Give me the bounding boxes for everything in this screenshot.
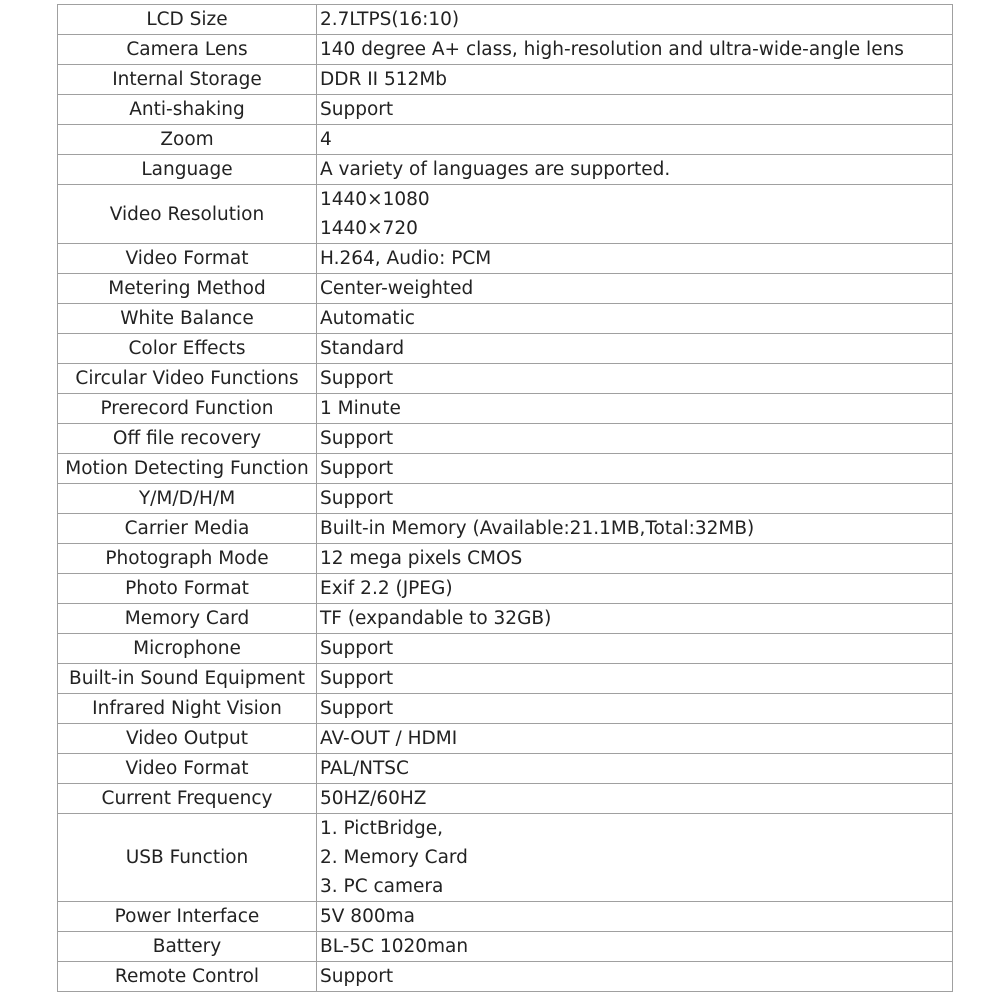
- spec-value-line: Support: [320, 99, 394, 120]
- spec-label: Off file recovery: [58, 424, 317, 454]
- spec-value: [317, 125, 952, 155]
- spec-label: Infrared Night Vision: [58, 694, 317, 724]
- spec-value: [317, 754, 952, 784]
- spec-value-line: 1440×720: [320, 218, 418, 239]
- spec-value-line: H.264, Audio: PCM: [320, 248, 492, 269]
- spec-label: USB Function: [58, 814, 317, 902]
- spec-value-line: BL-5C 1020man: [320, 936, 469, 957]
- spec-label: Video Output: [58, 724, 317, 754]
- spec-row: [58, 5, 952, 35]
- spec-label: Video Format: [58, 754, 317, 784]
- spec-row: [58, 932, 952, 962]
- spec-row: [58, 35, 952, 65]
- spec-label: Metering Method: [58, 274, 317, 304]
- spec-value: [317, 5, 952, 35]
- spec-row: [58, 484, 952, 514]
- spec-value-line: Built-in Memory (Available:21.1MB,Total:32MB): [320, 518, 755, 539]
- spec-label: Internal Storage: [58, 65, 317, 95]
- spec-row: [58, 754, 952, 784]
- spec-value: [317, 604, 952, 634]
- spec-row: [58, 304, 952, 334]
- spec-value-line: Support: [320, 638, 394, 659]
- spec-value-line: Support: [320, 458, 394, 479]
- spec-label: Video Resolution: [58, 185, 317, 244]
- spec-value-line: 2. Memory Card: [320, 847, 468, 868]
- spec-row: [58, 454, 952, 484]
- spec-label: White Balance: [58, 304, 317, 334]
- spec-label: Carrier Media: [58, 514, 317, 544]
- spec-label: Y/M/D/H/M: [58, 484, 317, 514]
- spec-label: Motion Detecting Function: [58, 454, 317, 484]
- spec-value: [317, 155, 952, 185]
- spec-value: [317, 35, 952, 65]
- spec-row: [58, 424, 952, 454]
- spec-label: Video Format: [58, 244, 317, 274]
- spec-label: Memory Card: [58, 604, 317, 634]
- spec-label: Color Effects: [58, 334, 317, 364]
- spec-value: [317, 364, 952, 394]
- spec-row: [58, 65, 952, 95]
- spec-row: [58, 604, 952, 634]
- spec-value: [317, 274, 952, 304]
- spec-row: [58, 962, 952, 991]
- spec-table-body: [58, 5, 952, 991]
- spec-row: [58, 274, 952, 304]
- spec-value-line: 1. PictBridge,: [320, 818, 444, 839]
- spec-row: [58, 185, 952, 244]
- spec-value: [317, 334, 952, 364]
- spec-row: [58, 724, 952, 754]
- spec-value: [317, 454, 952, 484]
- spec-row: [58, 155, 952, 185]
- spec-row: [58, 244, 952, 274]
- spec-label: Battery: [58, 932, 317, 962]
- spec-value-line: 1440×1080: [320, 189, 430, 210]
- spec-row: [58, 334, 952, 364]
- spec-row: [58, 125, 952, 155]
- spec-value-line: Exif 2.2 (JPEG): [320, 578, 453, 599]
- spec-row: [58, 694, 952, 724]
- spec-label: Anti-shaking: [58, 95, 317, 125]
- spec-value-line: Standard: [320, 338, 405, 359]
- spec-row: [58, 814, 952, 902]
- spec-row: [58, 514, 952, 544]
- spec-value: [317, 694, 952, 724]
- spec-label: Current Frequency: [58, 784, 317, 814]
- spec-label: Microphone: [58, 634, 317, 664]
- spec-value: [317, 962, 952, 991]
- spec-value: [317, 664, 952, 694]
- spec-value: [317, 634, 952, 664]
- spec-table: [57, 4, 953, 992]
- spec-label: Prerecord Function: [58, 394, 317, 424]
- spec-row: [58, 574, 952, 604]
- spec-value-line: 5V 800ma: [320, 906, 415, 927]
- spec-row: [58, 544, 952, 574]
- spec-value-line: TF (expandable to 32GB): [320, 608, 552, 629]
- spec-row: [58, 394, 952, 424]
- spec-label: Zoom: [58, 125, 317, 155]
- spec-value-line: Support: [320, 368, 394, 389]
- spec-value-line: 4: [320, 129, 332, 150]
- spec-label: Camera Lens: [58, 35, 317, 65]
- spec-value: [317, 394, 952, 424]
- spec-row: [58, 902, 952, 932]
- spec-value: [317, 185, 952, 244]
- spec-value: [317, 784, 952, 814]
- spec-value: [317, 304, 952, 334]
- spec-value-line: Center-weighted: [320, 278, 474, 299]
- spec-label: Power Interface: [58, 902, 317, 932]
- spec-value-line: DDR II 512Mb: [320, 69, 448, 90]
- spec-label: Language: [58, 155, 317, 185]
- spec-label: Photograph Mode: [58, 544, 317, 574]
- spec-label: Circular Video Functions: [58, 364, 317, 394]
- spec-value: [317, 424, 952, 454]
- spec-label: Built-in Sound Equipment: [58, 664, 317, 694]
- spec-value-line: A variety of languages are supported.: [320, 159, 671, 180]
- spec-value: [317, 514, 952, 544]
- spec-value-line: 3. PC camera: [320, 876, 444, 897]
- spec-value: [317, 814, 952, 902]
- spec-value-line: 12 mega pixels CMOS: [320, 548, 523, 569]
- spec-label: LCD Size: [58, 5, 317, 35]
- spec-label: Remote Control: [58, 962, 317, 991]
- spec-row: [58, 364, 952, 394]
- spec-value: [317, 574, 952, 604]
- spec-value-line: Automatic: [320, 308, 415, 329]
- spec-value-line: AV-OUT / HDMI: [320, 728, 458, 749]
- spec-value-line: PAL/NTSC: [320, 758, 409, 779]
- spec-value-line: Support: [320, 698, 394, 719]
- spec-value-line: Support: [320, 428, 394, 449]
- spec-value-line: Support: [320, 668, 394, 689]
- spec-value: [317, 95, 952, 125]
- spec-value-line: 1 Minute: [320, 398, 401, 419]
- spec-value: [317, 484, 952, 514]
- spec-value: [317, 244, 952, 274]
- spec-value-line: 140 degree A+ class, high-resolution and ultra-wide-angle lens: [320, 39, 904, 60]
- spec-value-line: Support: [320, 488, 394, 509]
- spec-value: [317, 902, 952, 932]
- spec-row: [58, 784, 952, 814]
- spec-value: [317, 65, 952, 95]
- spec-value: [317, 544, 952, 574]
- spec-value: [317, 724, 952, 754]
- spec-value: [317, 932, 952, 962]
- spec-value-line: Support: [320, 966, 394, 987]
- spec-label: Photo Format: [58, 574, 317, 604]
- spec-value-line: 2.7LTPS(16:10): [320, 9, 460, 30]
- spec-value-line: 50HZ/60HZ: [320, 788, 427, 809]
- spec-row: [58, 95, 952, 125]
- spec-row: [58, 634, 952, 664]
- spec-row: [58, 664, 952, 694]
